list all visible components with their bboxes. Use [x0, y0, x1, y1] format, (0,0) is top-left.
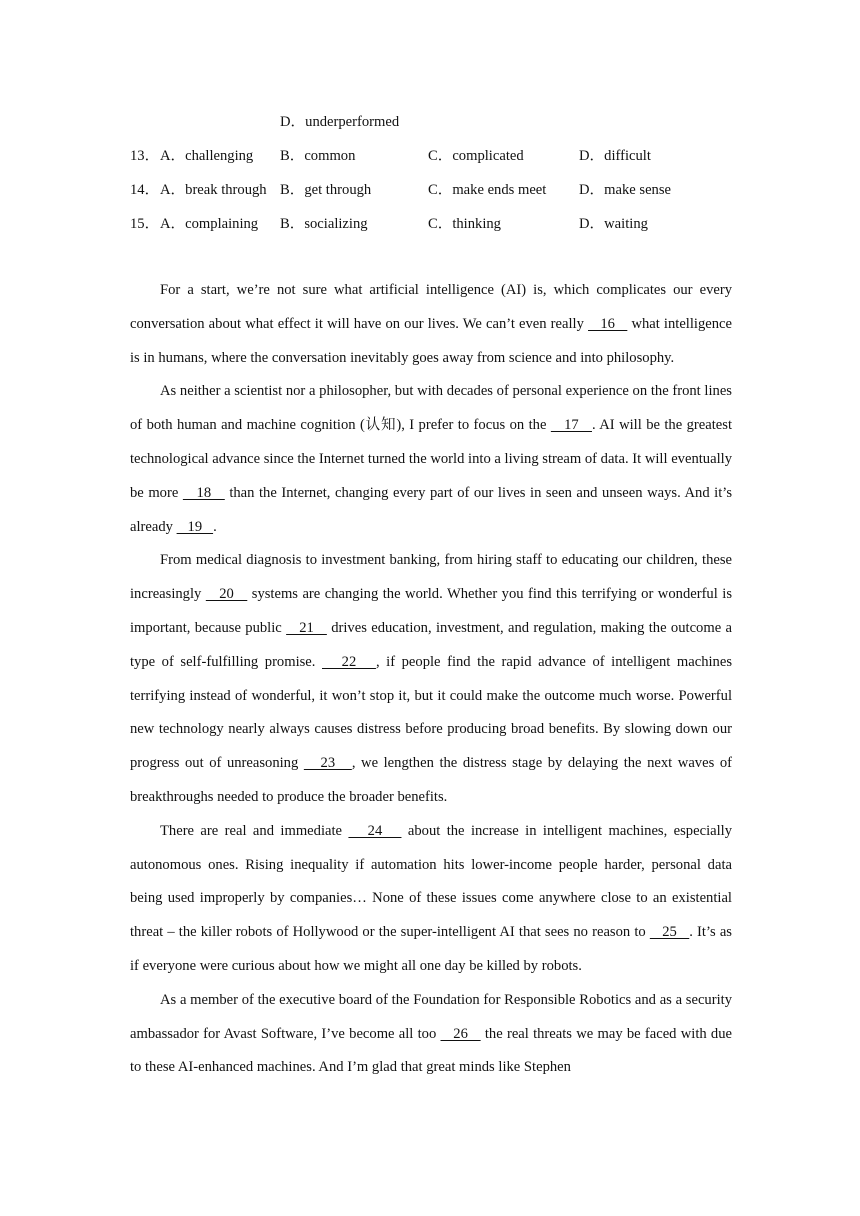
option-text: complicated [452, 148, 524, 164]
blank-26: 26 [440, 1025, 481, 1042]
q15-option-d [579, 214, 648, 234]
blank-23: 23 [303, 755, 352, 772]
blank-18: 18 [182, 484, 225, 501]
blank-24: 24 [348, 822, 402, 839]
option-text: make sense [604, 182, 672, 198]
question-number: 14． [130, 182, 160, 198]
passage-text: the real threats we may be faced with due to these AI-enhanced machines. And I’m glad that great minds like Stephen [130, 1025, 732, 1076]
passage-text: . AI will be the greatest technological advance since the Internet turned the world into a living stream of data. It will eventually be more [130, 417, 733, 501]
q15-option-a [160, 214, 258, 234]
option-letter: C． [428, 182, 453, 198]
paragraph-1 [130, 274, 732, 375]
option-text: underperformed [305, 114, 400, 130]
option-text: get through [304, 182, 372, 198]
option-text: difficult [604, 148, 651, 164]
option-letter: A． [160, 182, 186, 198]
option-letter: B． [280, 182, 305, 198]
paragraph-2 [130, 375, 732, 544]
option-letter: A． [160, 148, 186, 164]
option-letter: D． [579, 148, 605, 164]
q13-option-c [428, 146, 524, 166]
option-letter: D． [280, 114, 306, 130]
cloze-passage [130, 274, 732, 1085]
passage-text: There are real and immediate [160, 822, 349, 839]
option-text: challenging [185, 148, 254, 164]
option-text: waiting [604, 216, 648, 232]
option-text: common [304, 148, 356, 164]
passage-text: . It’s as if everyone were curious about how we might all one day be killed by robots. [130, 924, 732, 974]
question-number: 15． [130, 216, 160, 232]
passage-text: systems are changing the world. Whether you find this terrifying or wonderful is important, because public [130, 586, 732, 636]
option-letter: A． [160, 216, 186, 232]
question-number: 13． [130, 148, 160, 164]
passage-text: . [213, 518, 217, 535]
option-text: socializing [304, 216, 368, 232]
blank-20: 20 [205, 586, 248, 603]
passage-text: As a member of the executive board of the Foundation for Responsible Robotics and as a security ambassador for Avast Software, I’ve become all too [130, 991, 732, 1042]
passage-text: , if people find the rapid advance of intelligent machines terrifying instead of wonderful, it won’t stop it, but it could make the outcome much worse. Powerful new technology nearly always causes distress before producing broad benefits. By slowing down our progress out of unreasoning [130, 653, 733, 772]
blank-21: 21 [286, 619, 327, 636]
q14-option-b [280, 180, 371, 200]
passage-text: what intelligence is in humans, where the conversation inevitably goes away from science and into philosophy. [130, 315, 732, 366]
option-text: break through [185, 182, 267, 198]
paragraph-4 [130, 815, 732, 984]
option-text: make ends meet [452, 182, 547, 198]
q14-option-c [428, 180, 546, 200]
blank-16: 16 [588, 315, 628, 332]
option-letter: B． [280, 216, 305, 232]
paragraph-5 [130, 984, 732, 1085]
blank-19: 19 [176, 518, 214, 535]
option-letter: D． [579, 182, 605, 198]
option-letter: D． [579, 216, 605, 232]
passage-text: , we lengthen the distress stage by delaying the next waves of breakthroughs needed to produce the broader benefits. [130, 755, 732, 805]
option-letter: C． [428, 216, 453, 232]
passage-text: As neither a scientist nor a philosopher, but with decades of personal experience on the front lines of both human and machine cognition (认知), I prefer to focus on the [130, 383, 732, 434]
paragraph-3 [130, 544, 732, 814]
q13-option-a [160, 146, 253, 166]
passage-text: From medical diagnosis to investment banking, from hiring staff to educating our children, these increasingly [130, 552, 732, 603]
option-letter: B． [280, 148, 305, 164]
blank-17: 17 [550, 417, 592, 434]
option-letter: C． [428, 148, 453, 164]
q15-option-c [428, 214, 501, 234]
q14-option-a [160, 180, 267, 200]
passage-text: drives education, investment, and regulation, making the outcome a type of self-fulfilling promise. [130, 619, 733, 670]
blank-25: 25 [649, 924, 690, 941]
q13-option-b [280, 146, 355, 166]
passage-text: than the Internet, changing every part of our lives in seen and unseen ways. And it’s already [130, 484, 733, 535]
q15-option-b [280, 214, 368, 234]
passage-text: For a start, we’re not sure what artificial intelligence (AI) is, which complicates our every conversation about what effect it will have on our lives. We can’t even really [130, 282, 732, 332]
option-text: thinking [452, 216, 501, 232]
q12-option-d [280, 112, 399, 132]
option-text: complaining [185, 216, 259, 232]
blank-22: 22 [322, 653, 376, 670]
q14-option-d [579, 180, 671, 200]
passage-text: about the increase in intelligent machines, especially autonomous ones. Rising inequality if automation hits lower-income people harder, personal data being used improperly by companies… None of these issues come anywhere close to an existential threat – the killer robots of Hollywood or the super-intelligent AI that sees no reason to [130, 822, 733, 941]
q13-option-d [579, 146, 651, 166]
